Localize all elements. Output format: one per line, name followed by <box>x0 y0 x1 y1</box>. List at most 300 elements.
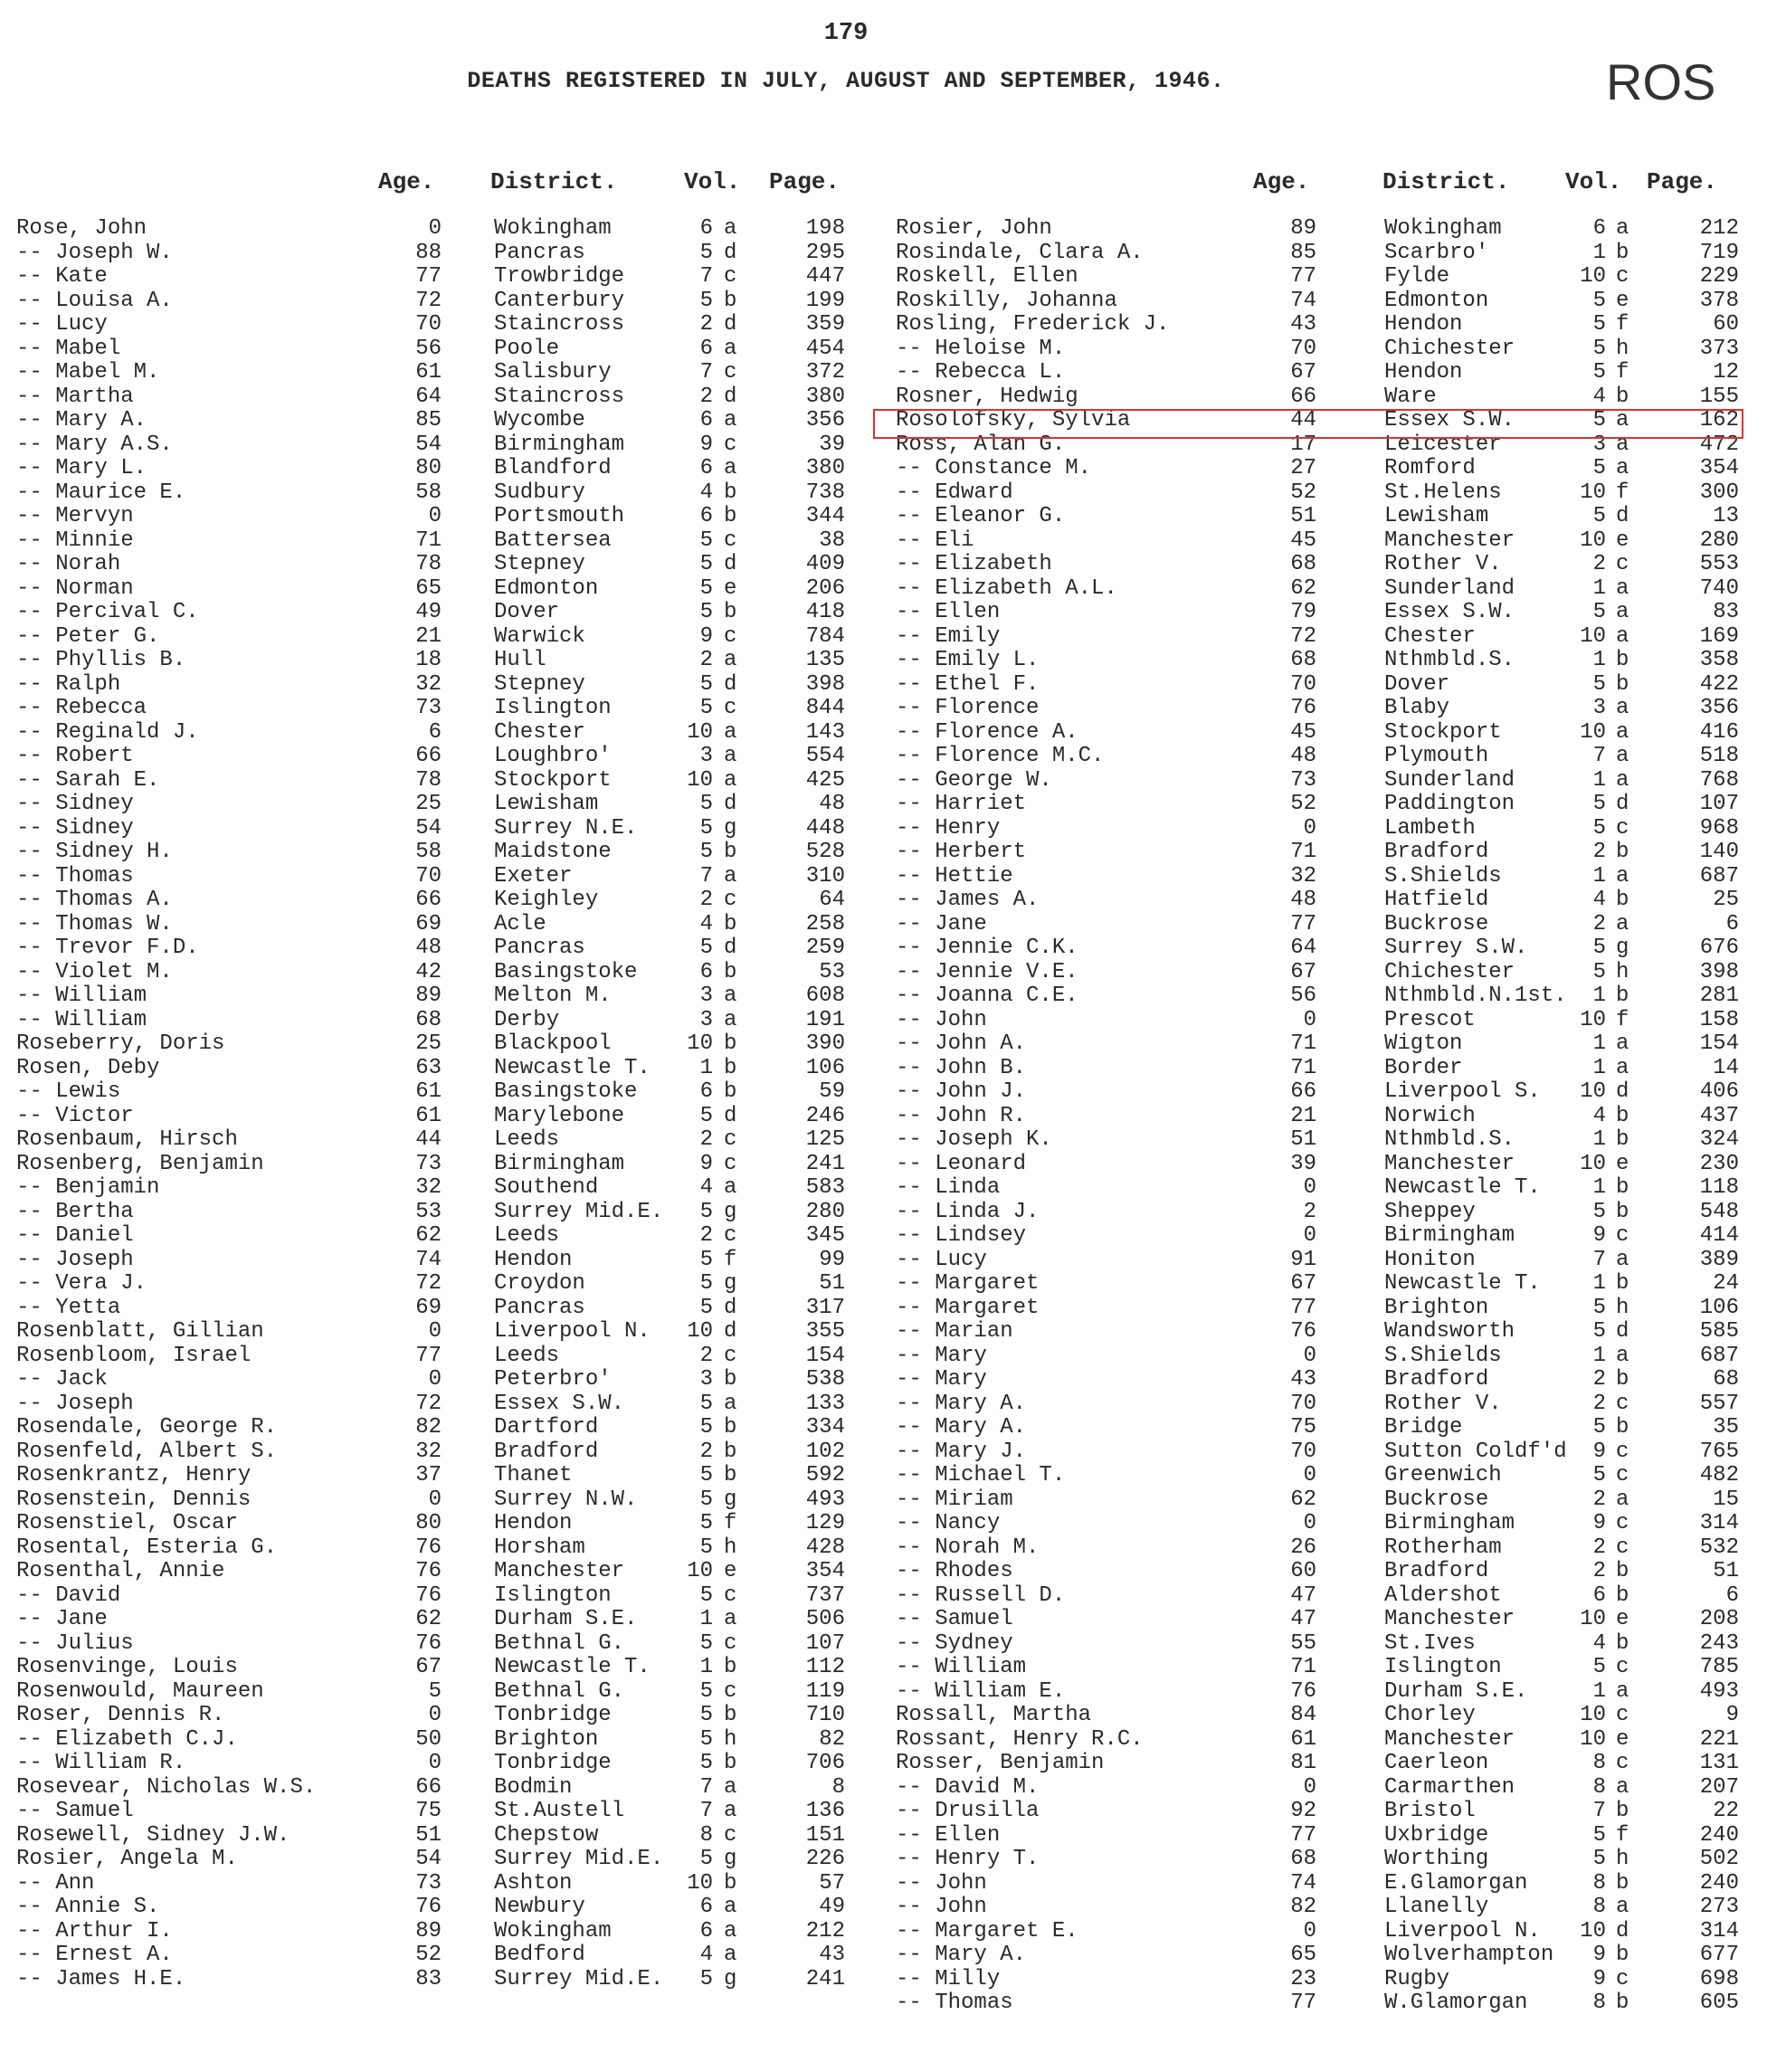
entry-district: Dartford <box>494 1415 599 1440</box>
table-row <box>16 1656 885 1680</box>
table-row <box>896 1105 1764 1129</box>
table-row <box>896 1824 1764 1849</box>
entry-age: 27 <box>1290 456 1316 480</box>
entry-volume-section: b <box>1616 240 1629 265</box>
entry-name: Roser, Dennis R. <box>16 1703 225 1727</box>
entry-volume: 5 <box>699 1726 713 1752</box>
table-row <box>896 265 1764 290</box>
entry-volume: 6 <box>699 1895 713 1919</box>
entry-volume-section: a <box>1616 744 1629 768</box>
entry-volume-section: b <box>724 959 737 984</box>
entry-volume-section: a <box>1616 1055 1629 1080</box>
entry-name: Rosenberg, Benjamin <box>16 1151 264 1176</box>
entry-page: 51 <box>1713 1559 1739 1583</box>
entry-page: 355 <box>805 1319 845 1344</box>
entry-page: 169 <box>1699 623 1739 649</box>
entry-volume-section: b <box>1616 1367 1629 1392</box>
entry-age: 52 <box>1290 480 1316 505</box>
table-row <box>896 1416 1764 1440</box>
table-row <box>16 577 885 602</box>
entry-name: Rosenblatt, Gillian <box>16 1319 264 1344</box>
entry-volume: 5 <box>699 1199 713 1224</box>
entry-volume: 5 <box>699 1583 713 1608</box>
entry-name: Rosenstiel, Oscar <box>16 1511 238 1535</box>
entry-volume-section: b <box>1616 1870 1629 1896</box>
entry-page: 229 <box>1699 264 1739 289</box>
entry-volume-section: d <box>1616 1918 1629 1944</box>
table-row <box>16 505 885 529</box>
entry-district: Pancras <box>494 936 585 960</box>
entry-age: 71 <box>1290 1655 1316 1679</box>
entry-volume-section: d <box>724 1319 737 1344</box>
entry-volume: 5 <box>1592 936 1606 960</box>
entry-volume: 10 <box>687 1559 713 1583</box>
entry-page: 687 <box>1699 863 1739 889</box>
entry-volume: 10 <box>1580 1607 1606 1631</box>
entry-name: -- Lucy <box>16 312 108 337</box>
entry-volume-section: e <box>1616 1151 1629 1176</box>
entry-volume-section: c <box>1616 1703 1629 1727</box>
table-row <box>896 1728 1764 1753</box>
entry-age: 72 <box>415 288 442 313</box>
entry-name: -- Sarah E. <box>16 767 160 793</box>
table-row <box>896 1320 1764 1345</box>
entry-name: -- Thomas <box>896 1991 1013 2015</box>
entry-name: -- Eli <box>896 528 974 553</box>
entry-volume: 4 <box>1592 1630 1606 1656</box>
entry-name: -- Jennie C.K. <box>896 936 1078 960</box>
entry-page: 583 <box>805 1175 845 1200</box>
entry-district: Basingstoke <box>494 959 638 984</box>
entry-page: 373 <box>1699 336 1739 361</box>
entry-volume-section: a <box>1616 575 1629 601</box>
entry-page: 106 <box>1699 1295 1739 1320</box>
entry-age: 0 <box>1303 1463 1316 1487</box>
entry-age: 76 <box>1290 1319 1316 1344</box>
entry-age: 77 <box>1290 911 1316 936</box>
entry-page: 6 <box>1725 911 1739 936</box>
table-row <box>16 673 885 698</box>
entry-age: 0 <box>1303 1511 1316 1535</box>
entry-volume: 1 <box>699 1655 713 1679</box>
entry-age: 77 <box>1290 1295 1316 1320</box>
entry-age: 64 <box>1290 936 1316 960</box>
entry-volume-section: d <box>724 671 737 697</box>
entry-age: 0 <box>1303 1007 1316 1032</box>
table-row <box>896 290 1764 314</box>
table-row <box>16 961 885 985</box>
entry-name: -- Victor <box>16 1103 134 1128</box>
table-row <box>16 361 885 385</box>
entry-volume-section: c <box>724 1678 737 1704</box>
entry-district: Ashton <box>494 1870 573 1896</box>
entry-volume: 2 <box>699 1439 713 1464</box>
entry-district: Islington <box>1384 1655 1502 1679</box>
entry-volume-section: b <box>1616 1127 1629 1152</box>
entry-volume-section: c <box>1616 552 1629 576</box>
entry-page: 493 <box>1699 1678 1739 1704</box>
table-row <box>16 385 885 410</box>
table-row <box>16 265 885 290</box>
entry-volume: 5 <box>1592 336 1606 361</box>
entry-volume: 5 <box>1592 408 1606 432</box>
table-row <box>16 1824 885 1849</box>
entry-district: Chichester <box>1384 336 1515 361</box>
table-row <box>896 1368 1764 1392</box>
entry-page: 240 <box>1699 1870 1739 1896</box>
entry-name: -- Sydney <box>896 1630 1013 1656</box>
entry-age: 32 <box>415 1175 442 1200</box>
surname-tag: ROS <box>1606 53 1716 110</box>
entry-age: 48 <box>1290 888 1316 912</box>
entry-district: Bridge <box>1384 1415 1463 1440</box>
entry-page: 345 <box>805 1223 845 1248</box>
table-row <box>16 1680 885 1705</box>
entry-age: 62 <box>1290 575 1316 601</box>
entry-age: 66 <box>415 1774 442 1800</box>
entry-district: Birmingham <box>1384 1511 1515 1535</box>
entry-name: -- William <box>896 1655 1027 1679</box>
entry-volume-section: c <box>1616 1511 1629 1535</box>
entry-age: 70 <box>1290 671 1316 697</box>
entry-page: 39 <box>819 432 845 457</box>
entry-district: Newbury <box>494 1895 585 1919</box>
entry-page: 131 <box>1699 1751 1739 1775</box>
entry-district: Surrey Mid.E. <box>494 1847 664 1871</box>
entry-district: Essex S.W. <box>494 1391 625 1416</box>
entry-volume: 5 <box>699 840 713 864</box>
entry-age: 76 <box>415 1583 442 1608</box>
entry-name: -- Mabel M. <box>16 360 160 385</box>
entry-volume: 5 <box>699 1630 713 1656</box>
entry-name: -- David M. <box>896 1774 1040 1800</box>
entry-name: Rosendale, George R. <box>16 1415 278 1440</box>
entry-page: 548 <box>1699 1199 1739 1224</box>
entry-volume-section: a <box>724 767 737 793</box>
entry-volume-section: a <box>1616 432 1629 457</box>
entry-volume: 6 <box>699 408 713 432</box>
table-row <box>896 1608 1764 1632</box>
entry-district: Ware <box>1384 384 1437 409</box>
entry-age: 76 <box>415 1559 442 1583</box>
entry-name: -- Thomas A. <box>16 888 173 912</box>
entry-district: Durham S.E. <box>1384 1678 1528 1704</box>
entry-name: -- Annie S. <box>16 1895 160 1919</box>
entry-district: Wycombe <box>494 408 585 432</box>
entry-age: 62 <box>415 1223 442 1248</box>
entry-volume-section: c <box>1616 1463 1629 1487</box>
entry-page: 844 <box>805 696 845 720</box>
entry-volume-section: b <box>724 1463 737 1487</box>
table-row <box>16 1512 885 1536</box>
entry-age: 0 <box>1303 1343 1316 1368</box>
entry-volume: 9 <box>1592 1223 1606 1248</box>
table-row <box>896 1249 1764 1273</box>
table-row <box>16 1416 885 1440</box>
entry-page: 206 <box>805 575 845 601</box>
table-row <box>16 217 885 242</box>
entry-age: 66 <box>1290 384 1316 409</box>
entry-page: 64 <box>819 888 845 912</box>
entry-name: -- Herbert <box>896 840 1027 864</box>
entry-name: -- Emily L. <box>896 648 1040 672</box>
entry-age: 55 <box>1290 1630 1316 1656</box>
table-row <box>16 1536 885 1561</box>
entry-volume-section: b <box>1616 984 1629 1008</box>
entry-name: -- Joanna C.E. <box>896 984 1078 1008</box>
entry-volume: 5 <box>1592 360 1606 385</box>
entry-volume: 1 <box>699 1055 713 1080</box>
entry-volume: 6 <box>1592 1583 1606 1608</box>
table-row <box>16 1440 885 1465</box>
entry-name: -- Rebecca <box>16 696 147 720</box>
entry-page: 300 <box>1699 480 1739 505</box>
entry-name: -- Lucy <box>896 1247 987 1272</box>
entry-volume-section: h <box>1616 1847 1629 1871</box>
entry-volume-section: e <box>724 575 737 601</box>
entry-name: -- Rebecca L. <box>896 360 1066 385</box>
entry-age: 0 <box>428 1367 442 1392</box>
table-row <box>16 1297 885 1321</box>
entry-name: Rosser, Benjamin <box>896 1751 1105 1775</box>
table-row <box>896 1512 1764 1536</box>
entry-volume-section: b <box>1616 1991 1629 2015</box>
entry-volume: 1 <box>1592 1055 1606 1080</box>
table-row <box>16 1608 885 1632</box>
entry-district: Bradford <box>494 1439 599 1464</box>
table-row <box>896 1776 1764 1801</box>
table-row <box>896 1176 1764 1201</box>
entry-age: 74 <box>1290 1870 1316 1896</box>
entry-volume: 2 <box>1592 840 1606 864</box>
table-row <box>16 1201 885 1225</box>
entry-age: 73 <box>415 1870 442 1896</box>
page-title: DEATHS REGISTERED IN JULY, AUGUST AND SEPTEMBER, 1946. <box>467 68 1225 94</box>
entry-page: 53 <box>819 959 845 984</box>
entry-page: 14 <box>1713 1055 1739 1080</box>
entry-age: 68 <box>1290 1847 1316 1871</box>
entry-age: 63 <box>415 1055 442 1080</box>
entry-page: 416 <box>1699 719 1739 745</box>
entry-district: Bradford <box>1384 1559 1489 1583</box>
entry-page: 390 <box>805 1031 845 1056</box>
entry-volume-section: b <box>724 1870 737 1896</box>
entry-volume: 4 <box>1592 1103 1606 1128</box>
table-row <box>16 529 885 554</box>
entry-volume-section: c <box>724 360 737 385</box>
entry-volume-section: b <box>1616 1630 1629 1656</box>
entry-page: 592 <box>805 1463 845 1487</box>
entry-district: Horsham <box>494 1535 585 1560</box>
entry-name: -- Mary J. <box>896 1439 1027 1464</box>
entry-name: -- Maurice E. <box>16 480 186 505</box>
entry-district: Battersea <box>494 528 612 553</box>
entry-page: 554 <box>805 744 845 768</box>
table-row <box>896 673 1764 698</box>
table-row <box>16 1800 885 1824</box>
entry-volume-section: c <box>724 1127 737 1152</box>
entry-district: Uxbridge <box>1384 1822 1489 1848</box>
entry-name: -- Reginald J. <box>16 719 199 745</box>
table-row <box>896 721 1764 746</box>
entry-page: 448 <box>805 815 845 841</box>
entry-volume-section: c <box>724 623 737 649</box>
entry-district: Stepney <box>494 671 585 697</box>
entry-age: 32 <box>415 1439 442 1464</box>
entry-volume: 3 <box>699 1007 713 1032</box>
entry-volume-section: b <box>724 1439 737 1464</box>
entry-age: 0 <box>1303 1175 1316 1200</box>
entry-age: 51 <box>1290 1127 1316 1152</box>
entry-volume: 5 <box>699 552 713 576</box>
entry-page: 8 <box>831 1774 845 1800</box>
entry-district: S.Shields <box>1384 1343 1502 1368</box>
entry-volume: 2 <box>699 1127 713 1152</box>
entry-volume-section: b <box>1616 671 1629 697</box>
entry-district: Manchester <box>1384 1726 1515 1752</box>
entry-page: 258 <box>805 911 845 936</box>
entry-district: Rother V. <box>1384 1391 1502 1416</box>
entry-age: 21 <box>415 623 442 649</box>
entry-volume-section: c <box>724 1630 737 1656</box>
table-row <box>16 625 885 650</box>
entry-name: -- Louisa A. <box>16 288 173 313</box>
entry-page: 710 <box>805 1703 845 1727</box>
entry-district: Scarbro' <box>1384 240 1489 265</box>
entry-page: 372 <box>805 360 845 385</box>
entry-volume-section: c <box>724 264 737 289</box>
entry-age: 65 <box>415 575 442 601</box>
table-row <box>896 1440 1764 1465</box>
table-row <box>16 242 885 266</box>
entry-district: Essex S.W. <box>1384 600 1515 624</box>
entry-volume-section: c <box>1616 1655 1629 1679</box>
table-row <box>896 313 1764 337</box>
entry-volume: 5 <box>699 575 713 601</box>
entry-name: -- Norah M. <box>896 1535 1040 1560</box>
entry-page: 553 <box>1699 552 1739 576</box>
entry-page: 398 <box>1699 959 1739 984</box>
entry-volume-section: c <box>1616 1439 1629 1464</box>
age-header: Age. <box>378 168 435 195</box>
entry-name: Roseberry, Doris <box>16 1031 225 1056</box>
entry-page: 13 <box>1713 504 1739 528</box>
entry-age: 70 <box>1290 1391 1316 1416</box>
entry-name: Rosier, John <box>896 216 1052 241</box>
entry-volume-section: f <box>1616 480 1629 505</box>
entry-page: 768 <box>1699 767 1739 793</box>
entry-page: 129 <box>805 1511 845 1535</box>
entry-age: 18 <box>415 648 442 672</box>
entry-volume-section: a <box>1616 696 1629 720</box>
entry-district: Bethnal G. <box>494 1678 625 1704</box>
entry-volume: 5 <box>1592 288 1606 313</box>
entry-age: 80 <box>415 1511 442 1535</box>
entry-page: 154 <box>805 1343 845 1368</box>
entry-name: -- Kate <box>16 264 108 289</box>
entry-name: -- Elizabeth C.J. <box>16 1726 238 1752</box>
entry-volume-section: a <box>724 648 737 672</box>
entry-age: 56 <box>1290 984 1316 1008</box>
entry-volume-section: h <box>724 1726 737 1752</box>
entry-volume-section: h <box>724 1535 737 1560</box>
entry-district: Manchester <box>1384 1607 1515 1631</box>
entry-volume-section: c <box>724 432 737 457</box>
table-row <box>16 1128 885 1153</box>
entry-page: 151 <box>805 1822 845 1848</box>
entry-page: 418 <box>805 600 845 624</box>
entry-name: -- William R. <box>16 1751 186 1775</box>
entry-name: -- Ann <box>16 1870 95 1896</box>
entry-district: Southend <box>494 1175 599 1200</box>
entry-page: 354 <box>805 1559 845 1583</box>
entry-age: 62 <box>415 1607 442 1631</box>
entry-volume-section: b <box>724 1655 737 1679</box>
entry-volume-section: b <box>724 288 737 313</box>
entry-name: -- John A. <box>896 1031 1027 1056</box>
entry-volume-section: b <box>1616 384 1629 409</box>
entry-volume-section: b <box>1616 1175 1629 1200</box>
entry-volume-section: d <box>1616 1319 1629 1344</box>
entry-volume: 9 <box>699 1151 713 1176</box>
entry-name: -- Heloise M. <box>896 336 1066 361</box>
entry-name: -- Florence <box>896 696 1040 720</box>
entry-name: -- Mary L. <box>16 456 147 480</box>
entry-volume: 4 <box>699 911 713 936</box>
entry-age: 42 <box>415 959 442 984</box>
entry-volume: 2 <box>1592 1559 1606 1583</box>
entry-age: 0 <box>1303 1223 1316 1248</box>
entry-page: 57 <box>819 1870 845 1896</box>
entry-volume: 10 <box>687 719 713 745</box>
entry-age: 0 <box>428 504 442 528</box>
entry-page: 38 <box>819 528 845 553</box>
entry-volume-section: c <box>1616 1535 1629 1560</box>
entry-district: Poole <box>494 336 560 361</box>
entry-age: 0 <box>428 1751 442 1775</box>
entry-volume: 5 <box>699 1678 713 1704</box>
entry-name: -- Minnie <box>16 528 134 553</box>
entry-volume-section: h <box>1616 959 1629 984</box>
entry-district: Leicester <box>1384 432 1502 457</box>
entry-volume: 5 <box>699 1103 713 1128</box>
entry-district: Aldershot <box>1384 1583 1502 1608</box>
entry-name: -- Margaret E. <box>896 1918 1078 1944</box>
entry-page: 51 <box>819 1271 845 1296</box>
entry-district: Wokingham <box>494 216 612 241</box>
entry-page: 281 <box>1699 984 1739 1008</box>
entry-volume-section: f <box>724 1511 737 1535</box>
entry-volume-section: c <box>724 528 737 553</box>
entry-volume: 10 <box>1580 528 1606 553</box>
entry-district: Plymouth <box>1384 744 1489 768</box>
entry-volume-section: g <box>724 1847 737 1871</box>
entry-name: -- Harriet <box>896 792 1027 816</box>
entry-district: Staincross <box>494 384 625 409</box>
entry-name: -- Phyllis B. <box>16 648 186 672</box>
entry-volume-section: d <box>724 384 737 409</box>
table-row <box>16 409 885 433</box>
entry-age: 23 <box>1290 1966 1316 1991</box>
entry-page: 143 <box>805 719 845 745</box>
entry-district: Border <box>1384 1055 1463 1080</box>
entry-district: Sudbury <box>494 480 585 505</box>
table-row <box>896 1848 1764 1872</box>
entry-volume: 10 <box>687 767 713 793</box>
entry-name: -- Ernest A. <box>16 1943 173 1967</box>
table-row <box>16 1176 885 1201</box>
entry-page: 356 <box>1699 696 1739 720</box>
